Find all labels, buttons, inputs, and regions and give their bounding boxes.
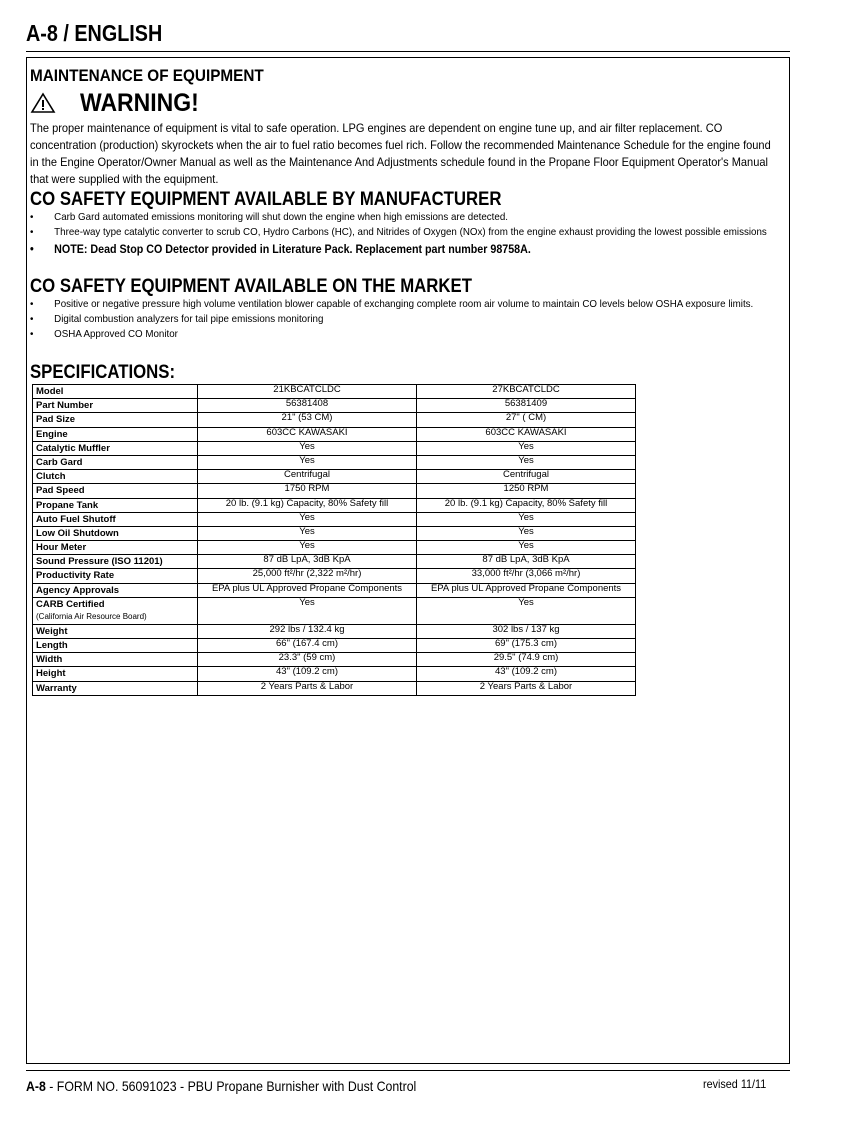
spec-value-27kb: Yes [417, 455, 636, 469]
table-row [33, 399, 636, 413]
spec-label: Part Number [36, 400, 94, 412]
co-manufacturer-list [30, 210, 836, 258]
spec-label-cell [33, 441, 198, 455]
list-item: • OSHA Approved CO Monitor [30, 327, 780, 342]
spec-value-27kb: Yes [417, 526, 636, 540]
spec-value-27kb: 33,000 ft²/hr (3,066 m²/hr) [417, 569, 636, 583]
spec-value-21kb: Yes [198, 455, 417, 469]
spec-label: Hour Meter [36, 542, 87, 554]
spec-label-cell [33, 555, 198, 569]
spec-value-27kb: Yes [417, 541, 636, 555]
spec-label-cell [33, 399, 198, 413]
spec-value-27kb: 2 Years Parts & Labor [417, 681, 636, 695]
spec-value-21kb: 603CC KAWASAKI [198, 427, 417, 441]
spec-value-27kb: 29.5" (74.9 cm) [417, 653, 636, 667]
footer-revised: revised 11/11 [703, 1077, 767, 1091]
table-row [33, 498, 636, 512]
table-row [33, 597, 636, 624]
table-row [33, 385, 636, 399]
footer-rule [26, 1070, 790, 1071]
spec-value-27kb: Yes [417, 441, 636, 455]
spec-value-27kb: 43" (109.2 cm) [417, 667, 636, 681]
spec-label: Model [36, 386, 64, 397]
spec-label-cell [33, 624, 198, 638]
co-market-list [30, 297, 836, 342]
page-header-title: A-8 / ENGLISH [26, 20, 163, 46]
table-row [33, 455, 636, 469]
spec-value-21kb: 66" (167.4 cm) [198, 639, 417, 653]
footer-form-line [26, 1078, 416, 1094]
spec-value-21kb: 20 lb. (9.1 kg) Capacity, 80% Safety fill [198, 498, 417, 512]
table-row [33, 413, 636, 427]
spec-label-cell [33, 597, 198, 624]
co-market-title: CO SAFETY EQUIPMENT AVAILABLE ON THE MARKET [30, 275, 472, 297]
table-row [33, 681, 636, 695]
spec-value-21kb: 2 Years Parts & Labor [198, 681, 417, 695]
spec-value-21kb: 87 dB LpA, 3dB KpA [198, 555, 417, 569]
spec-value-21kb: Yes [198, 526, 417, 540]
table-row [33, 667, 636, 681]
spec-label-cell [33, 526, 198, 540]
spec-value-21kb: 1750 RPM [198, 484, 417, 498]
spec-value-27kb: 27" ( CM) [417, 413, 636, 427]
footer-form-text: - FORM NO. 56091023 - PBU Propane Burnisher with Dust Control [45, 1078, 417, 1094]
spec-label: Productivity Rate [36, 570, 115, 582]
spec-label-cell [33, 639, 198, 653]
list-item: • Digital combustion analyzers for tail pipe emissions monitoring [30, 312, 780, 327]
spec-value-27kb: 27KBCATCLDC [417, 385, 636, 399]
table-row [33, 555, 636, 569]
spec-label-cell [33, 455, 198, 469]
spec-label-cell [33, 413, 198, 427]
spec-value-27kb: 302 lbs / 137 kg [417, 624, 636, 638]
list-item: • Three-way type catalytic converter to scrub CO, Hydro Carbons (HC), and Nitrides of Oxygen (NOx) from the engine exhaust providing the lowest possible emissions [30, 225, 780, 240]
spec-value-27kb: 1250 RPM [417, 484, 636, 498]
spec-label-cell [33, 427, 198, 441]
spec-label-cell [33, 667, 198, 681]
spec-value-27kb: 87 dB LpA, 3dB KpA [417, 555, 636, 569]
spec-label: Height [36, 668, 66, 680]
warning-triangle-icon [30, 92, 56, 114]
footer-page-number: A-8 [26, 1078, 46, 1094]
header-rule [26, 51, 790, 52]
table-row [33, 639, 636, 653]
table-row [33, 526, 636, 540]
spec-label-cell [33, 569, 198, 583]
table-row [33, 653, 636, 667]
spec-value-21kb: 21KBCATCLDC [198, 385, 417, 399]
spec-value-27kb: Yes [417, 597, 636, 624]
spec-label-cell [33, 498, 198, 512]
spec-label-cell [33, 484, 198, 498]
spec-label-cell [33, 681, 198, 695]
spec-label: Agency Approvals [36, 584, 120, 596]
spec-value-27kb: EPA plus UL Approved Propane Components [417, 583, 636, 597]
spec-label-cell [33, 385, 198, 399]
spec-label: Weight [36, 625, 68, 637]
spec-value-21kb: 25,000 ft²/hr (2,322 m²/hr) [198, 569, 417, 583]
spec-label: Pad Speed [36, 485, 85, 497]
spec-value-27kb: 69" (175.3 cm) [417, 639, 636, 653]
co-manufacturer-title: CO SAFETY EQUIPMENT AVAILABLE BY MANUFACTURER [30, 188, 502, 210]
spec-label: CARB Certified [36, 598, 105, 610]
maintenance-title: MAINTENANCE OF EQUIPMENT [30, 66, 264, 85]
spec-value-27kb: Yes [417, 512, 636, 526]
spec-label: Sound Pressure (ISO 11201) [36, 556, 163, 568]
spec-value-27kb: 56381409 [417, 399, 636, 413]
spec-label-cell [33, 470, 198, 484]
table-row [33, 441, 636, 455]
table-row [33, 470, 636, 484]
spec-value-21kb: 43" (109.2 cm) [198, 667, 417, 681]
table-row [33, 569, 636, 583]
spec-label-cell [33, 541, 198, 555]
spec-label: Clutch [36, 471, 66, 483]
table-row [33, 541, 636, 555]
maintenance-paragraph: The proper maintenance of equipment is vital to safe operation. LPG engines are dependent on engine tune up, and air filter replacement. CO concentration (production) skyrockets when the air to fuel ratio becomes fuel rich. Follow the recommended Maintenance Schedule for the engine found in the Engine Operator/Owner Manual as well as the Maintenance And Adjustments schedule found in the Propane Floor Equipment Operator's Manual that were supplied with the equipment. [30, 121, 771, 186]
spec-label: Warranty [36, 682, 77, 694]
spec-label: Low Oil Shutdown [36, 527, 119, 539]
spec-value-27kb: Centrifugal [417, 470, 636, 484]
list-item: • Carb Gard automated emissions monitoring will shut down the engine when high emissions are detected. [30, 210, 780, 225]
spec-label-cell [33, 583, 198, 597]
table-row [33, 583, 636, 597]
spec-value-21kb: 292 lbs / 132.4 kg [198, 624, 417, 638]
spec-value-21kb: Yes [198, 512, 417, 526]
list-item: • Positive or negative pressure high volume ventilation blower capable of exchanging complete room air volume to maintain CO levels below OSHA exposure limits. [30, 297, 780, 312]
spec-value-21kb: 56381408 [198, 399, 417, 413]
spec-value-21kb: Yes [198, 441, 417, 455]
warning-label: WARNING! [80, 89, 199, 117]
spec-label: Width [36, 654, 63, 666]
spec-label: Catalytic Muffler [36, 442, 110, 454]
spec-label-cell [33, 512, 198, 526]
spec-value-21kb: 21" (53 CM) [198, 413, 417, 427]
spec-value-27kb: 603CC KAWASAKI [417, 427, 636, 441]
spec-value-21kb: Yes [198, 541, 417, 555]
spec-value-21kb: Centrifugal [198, 470, 417, 484]
table-row [33, 484, 636, 498]
table-row [33, 624, 636, 638]
spec-label: Carb Gard [36, 456, 83, 468]
spec-label: Propane Tank [36, 499, 99, 511]
spec-value-27kb: 20 lb. (9.1 kg) Capacity, 80% Safety fill [417, 498, 636, 512]
spec-label: Engine [36, 428, 68, 440]
specifications-title: SPECIFICATIONS: [30, 361, 176, 383]
spec-label: Auto Fuel Shutoff [36, 513, 116, 525]
table-row [33, 512, 636, 526]
spec-label: Length [36, 640, 68, 651]
spec-value-21kb: Yes [198, 597, 417, 624]
note-item: • NOTE: Dead Stop CO Detector provided in Literature Pack. Replacement part number 98758A. [30, 243, 780, 258]
spec-label-cell [33, 653, 198, 667]
spec-label-subtext: (California Air Resource Board) [36, 611, 147, 621]
spec-label: Pad Size [36, 414, 76, 426]
table-row [33, 427, 636, 441]
spec-value-21kb: EPA plus UL Approved Propane Components [198, 583, 417, 597]
spec-value-21kb: 23.3" (59 cm) [198, 653, 417, 667]
specifications-table [32, 384, 636, 696]
